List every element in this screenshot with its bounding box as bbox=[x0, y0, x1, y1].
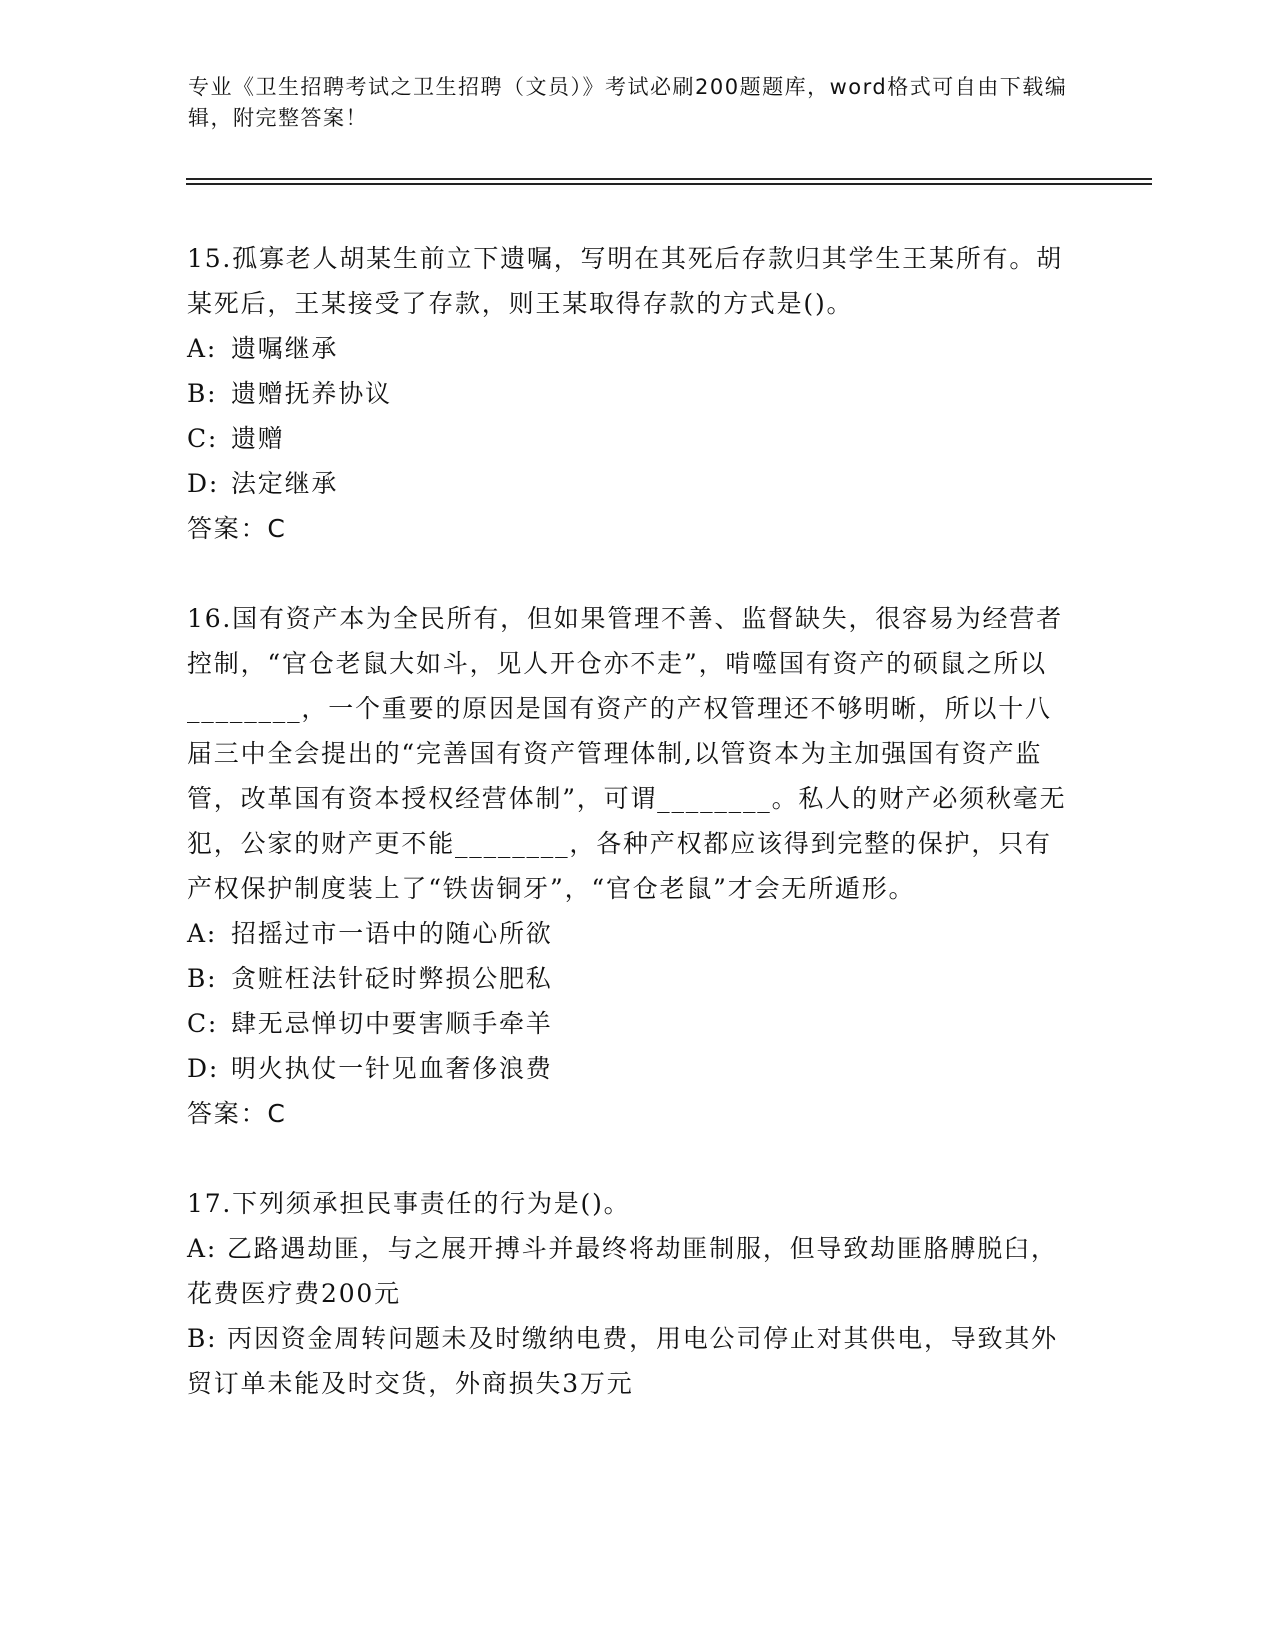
option-b bbox=[187, 956, 1067, 1001]
header-divider-line bbox=[186, 183, 1152, 185]
option-d bbox=[187, 461, 1067, 506]
option-a bbox=[187, 326, 1067, 371]
option-letter: C: bbox=[187, 424, 219, 453]
option-c bbox=[187, 416, 1067, 461]
question-stem: 17.下列须承担民事责任的行为是()。 bbox=[187, 1189, 631, 1218]
option-d bbox=[187, 1046, 1067, 1091]
option-a bbox=[187, 1226, 1067, 1316]
header-divider-line bbox=[186, 178, 1152, 180]
option-letter: D: bbox=[187, 469, 220, 498]
option-text: 丙因资金周转问题未及时缴纳电费，用电公司停止对其供电，导致其外贸订单未能及时交货，外商损失3万元 bbox=[187, 1324, 1058, 1398]
option-letter: B: bbox=[187, 1324, 218, 1353]
option-b bbox=[187, 1316, 1067, 1406]
question-stem: 16.国有资产本为全民所有，但如果管理不善、监督缺失，很容易为经营者控制，“官仓老鼠大如斗，见人开仓亦不走”，啃噬国有资产的硕鼠之所以________，一个重要的原因是国有资产的产权管理还不够明晰，所以十八届三中全会提出的“完善国有资产管理体制,以管资本为主加强国有资产监管，改革国有资本授权经营体制”，可谓________。私人的财产必须秋毫无犯，公家的财产更不能________，各种产权都应该得到完整的保护，只有产权保护制度装上了“铁齿铜牙”，“官仓老鼠”才会无所遁形。 bbox=[187, 604, 1067, 903]
option-text: 乙路遇劫匪，与之展开搏斗并最终将劫匪制服，但导致劫匪胳膊脱臼，花费医疗费200元 bbox=[187, 1234, 1058, 1308]
option-letter: D: bbox=[187, 1054, 220, 1083]
answer-line: 答案：C bbox=[187, 1099, 287, 1128]
option-letter: B: bbox=[187, 964, 218, 993]
option-letter: A: bbox=[187, 334, 218, 363]
spacer bbox=[187, 551, 1067, 596]
question-17 bbox=[187, 1181, 1067, 1406]
option-text: 法定继承 bbox=[231, 469, 339, 498]
option-letter: A: bbox=[187, 919, 218, 948]
question-stem: 15.孤寡老人胡某生前立下遗嘱，写明在其死后存款归其学生王某所有。胡某死后，王某接受了存款，则王某取得存款的方式是()。 bbox=[187, 244, 1063, 318]
document-header: 专业《卫生招聘考试之卫生招聘（文员）》考试必刷200题题库，word格式可自由下载编辑，附完整答案！ bbox=[188, 75, 1068, 130]
answer-line: 答案：C bbox=[187, 514, 287, 543]
option-text: 肆无忌惮切中要害顺手牵羊 bbox=[231, 1009, 553, 1038]
option-text: 招摇过市一语中的随心所欲 bbox=[231, 919, 553, 948]
option-text: 贪赃枉法针砭时弊损公肥私 bbox=[231, 964, 553, 993]
option-text: 遗赠 bbox=[231, 424, 285, 453]
spacer bbox=[187, 1136, 1067, 1181]
option-text: 明火执仗一针见血奢侈浪费 bbox=[231, 1054, 553, 1083]
question-16 bbox=[187, 596, 1067, 1136]
option-text: 遗嘱继承 bbox=[231, 334, 339, 363]
option-c bbox=[187, 1001, 1067, 1046]
question-15 bbox=[187, 236, 1067, 551]
option-b bbox=[187, 371, 1067, 416]
option-a bbox=[187, 911, 1067, 956]
option-letter: C: bbox=[187, 1009, 219, 1038]
question-list bbox=[187, 236, 1067, 1406]
option-letter: A: bbox=[187, 1234, 218, 1263]
option-text: 遗赠抚养协议 bbox=[231, 379, 392, 408]
option-letter: B: bbox=[187, 379, 218, 408]
